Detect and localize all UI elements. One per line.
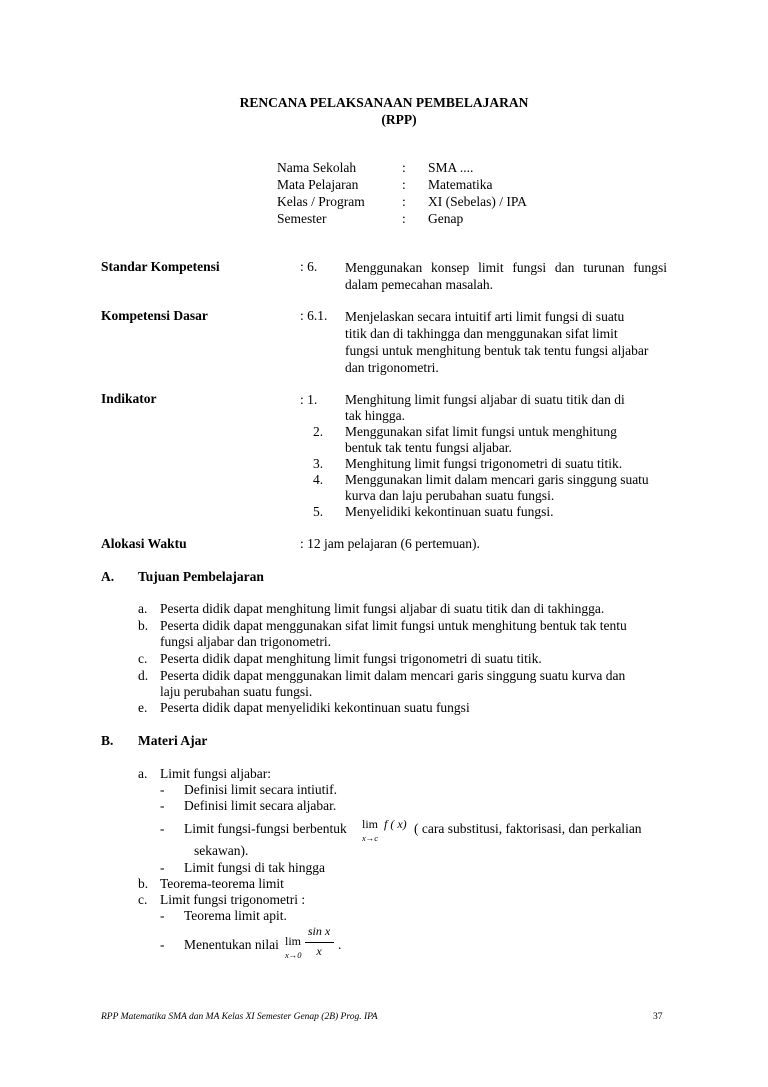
indikator-number: 3. <box>313 456 324 471</box>
lim-subscript: x→0 <box>285 950 302 960</box>
info-label: Kelas / Program <box>277 194 365 209</box>
sk-number: : 6. <box>300 259 318 274</box>
list-marker: a. <box>138 601 148 616</box>
info-sep: : <box>402 160 406 175</box>
list-item: Teorema limit apit. <box>184 908 287 923</box>
dash-marker: - <box>160 860 165 875</box>
indikator-number: 5. <box>313 504 324 519</box>
kd-line: dan trigonometri. <box>345 360 439 375</box>
list-marker: b. <box>138 618 149 633</box>
list-item: Teorema-teorema limit <box>160 876 284 891</box>
lim-operator: lim <box>362 817 379 831</box>
kd-line: titik dan di takhingga dan menggunakan sifat limit <box>345 326 618 341</box>
indikator-line: Menghitung limit fungsi trigonometri di suatu titik. <box>345 456 623 471</box>
list-item: Limit fungsi aljabar: <box>160 766 271 781</box>
section-a-letter: A. <box>101 569 115 584</box>
info-label: Nama Sekolah <box>277 160 357 175</box>
list-marker: a. <box>138 766 148 781</box>
lim-subscript: x→c <box>362 833 379 843</box>
section-b-letter: B. <box>101 733 114 748</box>
document-title: RENCANA PELAKSANAAN PEMBELAJARAN <box>239 95 529 110</box>
list-item: Peserta didik dapat menghitung limit fungsi trigonometri di suatu titik. <box>160 651 542 666</box>
dash-marker: - <box>160 782 165 797</box>
function-fx: f ( x) <box>384 817 407 831</box>
list-item: Peserta didik dapat menghitung limit fungsi aljabar di suatu titik dan di takhingga. <box>160 601 605 616</box>
list-item: Peserta didik dapat menggunakan sifat limit fungsi untuk menghitung bentuk tak tentu <box>160 618 627 633</box>
list-item: Peserta didik dapat menyelidiki kekontinuan suatu fungsi <box>160 700 470 715</box>
indikator-line: Menggunakan sifat limit fungsi untuk menghitung <box>345 424 617 439</box>
section-b-title: Materi Ajar <box>138 733 208 748</box>
dash-marker: - <box>160 798 165 813</box>
sk-text: Menggunakan konsep limit fungsi dan turunan fungsi dalam pemecahan masalah. <box>345 260 667 292</box>
alokasi-label: Alokasi Waktu <box>101 536 187 551</box>
info-value: SMA .... <box>428 160 474 175</box>
sk-label: Standar Kompetensi <box>101 259 220 274</box>
info-label: Semester <box>277 211 327 226</box>
list-marker: b. <box>138 876 149 891</box>
kd-label: Kompetensi Dasar <box>101 308 208 323</box>
list-marker: d. <box>138 668 149 683</box>
info-label: Mata Pelajaran <box>277 177 359 192</box>
footer-text: RPP Matematika SMA dan MA Kelas XI Semester Genap (2B) Prog. IPA <box>101 1012 378 1022</box>
indikator-line: Menghitung limit fungsi aljabar di suatu titik dan di <box>345 392 625 407</box>
list-item: Menentukan nilai <box>184 937 279 952</box>
info-value: Matematika <box>428 177 493 192</box>
list-item: Limit fungsi trigonometri : <box>160 892 306 907</box>
list-item: Limit fungsi-fungsi berbentuk <box>184 821 347 836</box>
indikator-label: Indikator <box>101 391 157 406</box>
info-value: Genap <box>428 211 464 226</box>
list-item: sekawan). <box>194 843 249 858</box>
indikator-line: kurva dan laju perubahan suatu fungsi. <box>345 488 555 503</box>
info-sep: : <box>402 177 406 192</box>
info-value: XI (Sebelas) / IPA <box>428 194 527 209</box>
info-sep: : <box>402 211 406 226</box>
list-item: Definisi limit secara aljabar. <box>184 798 337 813</box>
kd-number: : 6.1. <box>300 308 328 323</box>
fraction-denominator: x <box>316 944 322 958</box>
list-marker: e. <box>138 700 148 715</box>
indikator-number: 4. <box>313 472 324 487</box>
list-item: Definisi limit secara intiutif. <box>184 782 337 797</box>
list-marker: c. <box>138 892 148 907</box>
list-item: ( cara substitusi, faktorisasi, dan perkalian <box>414 821 642 836</box>
section-a-title: Tujuan Pembelajaran <box>138 569 264 584</box>
dash-marker: - <box>160 908 165 923</box>
indikator-line: tak hingga. <box>345 408 405 423</box>
dash-marker: - <box>160 821 165 836</box>
kd-line: Menjelaskan secara intuitif arti limit fungsi di suatu <box>345 309 625 324</box>
list-marker: c. <box>138 651 148 666</box>
info-sep: : <box>402 194 406 209</box>
list-item: laju perubahan suatu fungsi. <box>160 684 313 699</box>
list-item: fungsi aljabar dan trigonometri. <box>160 634 331 649</box>
list-item: Limit fungsi di tak hingga <box>184 860 325 875</box>
fraction-numerator: sin x <box>307 924 331 938</box>
page-number: 37 <box>653 1012 663 1022</box>
indikator-line: Menggunakan limit dalam mencari garis singgung suatu <box>345 472 649 487</box>
indikator-line: Menyelidiki kekontinuan suatu fungsi. <box>345 504 554 519</box>
kd-line: fungsi untuk menghitung bentuk tak tentu fungsi aljabar <box>345 343 649 358</box>
alokasi-value: : 12 jam pelajaran (6 pertemuan). <box>300 536 480 551</box>
fraction-bar <box>305 942 334 943</box>
indikator-number: : 1. <box>300 392 318 407</box>
document-subtitle: (RPP) <box>381 112 417 127</box>
indikator-line: bentuk tak tentu fungsi aljabar. <box>345 440 512 455</box>
list-item: Peserta didik dapat menggunakan limit dalam mencari garis singgung suatu kurva dan <box>160 668 626 683</box>
indikator-number: 2. <box>313 424 324 439</box>
dash-marker: - <box>160 937 165 952</box>
formula-period: . <box>338 937 342 952</box>
lim-operator: lim <box>285 934 302 948</box>
